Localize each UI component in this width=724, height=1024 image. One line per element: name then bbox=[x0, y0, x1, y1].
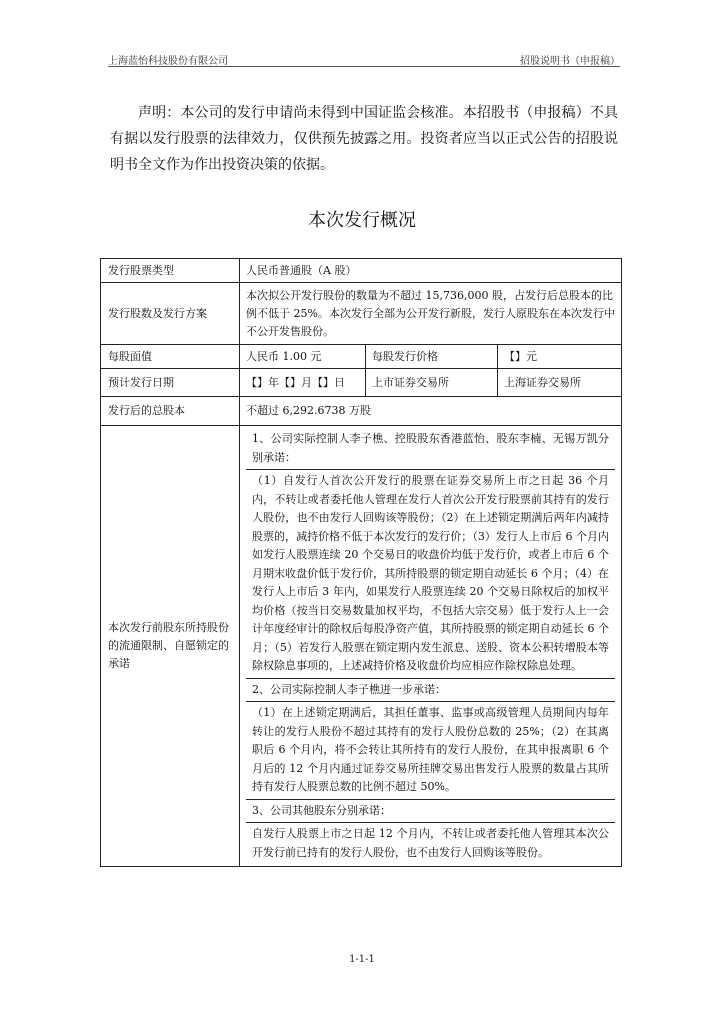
table-row bbox=[101, 345, 622, 369]
lockup-commitments bbox=[240, 426, 622, 867]
shares-plan-label: 发行股数及发行方案 bbox=[101, 283, 240, 345]
page-number: 1-1-1 bbox=[349, 954, 375, 965]
page-header bbox=[108, 52, 620, 66]
issue-price-label: 每股发行价格 bbox=[366, 345, 498, 369]
table-row bbox=[101, 397, 622, 426]
table-row bbox=[101, 283, 622, 345]
lockup-segment: 2、公司实际控制人李子樵进一步承诺： bbox=[246, 679, 615, 703]
shares-plan-value: 本次拟公开发行股份的数量为不超过 15,736,000 股，占发行后总股本的比例不低于 25%。本次发行全部为公开发行新股，发行人原股东在本次发行中不公开发售股份。 bbox=[240, 283, 622, 345]
issue-date-value: 【】年【】月【】日 bbox=[240, 369, 366, 397]
stock-type-label: 发行股票类型 bbox=[101, 259, 240, 283]
offering-overview-table bbox=[100, 258, 622, 867]
listing-exchange-value: 上海证券交易所 bbox=[498, 369, 622, 397]
table-row bbox=[101, 426, 622, 867]
stock-type-value: 人民币普通股（A 股） bbox=[240, 259, 622, 283]
total-shares-value: 不超过 6,292.6738 万股 bbox=[240, 397, 622, 426]
issue-date-label: 预计发行日期 bbox=[101, 369, 240, 397]
header-rule bbox=[108, 66, 620, 67]
header-company: 上海蓝怡科技股份有限公司 bbox=[108, 56, 228, 67]
lockup-segment: （1）自发行人首次公开发行的股票在证券交易所上市之日起 36 个月内，不转让或者委托他人管理在发行人首次公开发行股票前其持有的发行人股份，也不由发行人回购该等股份；（2）在上述锁定期满后两年内减持股票的，减持价格不低于本次发行的发行价；（3）发行人上市后 6 个月内如发行人股票连续 20 个交易日的收盘价均低于发行价，或者上市后 6 个月期末收盘价低于发行价，其所持股票的锁定期自动延长 6 个月；（4）在发行人上市后 3 年内，如果发行人股票连续 20 个交易日除权后的加权平均价格（按当日交易数量加权平均，不包括大宗交易）低于发行人上一会计年度经审计的除权后每股净资产值，其所持股票的锁定期自动延长 6 个月；（5）若发行人股票在锁定期内发生派息、送股、资本公积转增股本等除权除息事项的，上述减持价格及收盘价均应相应作除权除息处理。 bbox=[246, 470, 615, 679]
section-title: 本次发行概况 bbox=[308, 210, 416, 231]
declaration-paragraph: 声明：本公司的发行申请尚未得到中国证监会核准。本招股书（申报稿）不具有据以发行股票的法律效力，仅供预先披露之用。投资者应当以正式公告的招股说明书全文作为作出投资决策的依据。 bbox=[110, 105, 618, 173]
lockup-segment: 3、公司其他股东分别承诺： bbox=[246, 800, 615, 824]
listing-exchange-label: 上市证券交易所 bbox=[366, 369, 498, 397]
par-value-value: 人民币 1.00 元 bbox=[240, 345, 366, 369]
lockup-label: 本次发行前股东所持股份的流通限制、自愿锁定的承诺 bbox=[101, 426, 240, 867]
lockup-segment: 自发行人股票上市之日起 12 个月内，不转让或者委托他人管理其本次公开发行前已持有的发行人股份，也不由发行人回购该等股份。 bbox=[252, 827, 610, 859]
table-row bbox=[101, 369, 622, 397]
lockup-segment: （1）在上述锁定期满后，其担任董事、监事或高级管理人员期间内每年转让的发行人股份不超过其持有的发行人股份总数的 25%；（2）在其离职后 6 个月内，将不会转让其所持有的发行人股份，在其申报离职 6 个月后的 12 个月内通过证券交易所挂牌交易出售发行人股票的数量占其所持有发行人股票总数的比例不超过 50%。 bbox=[246, 702, 615, 800]
par-value-label: 每股面值 bbox=[101, 345, 240, 369]
table-row bbox=[101, 259, 622, 283]
header-doc-type: 招股说明书（申报稿） bbox=[520, 56, 620, 67]
issue-price-value: 【】元 bbox=[498, 345, 622, 369]
lockup-segment: 1、公司实际控制人李子樵、控股股东香港蓝怡、股东李楠、无锡万凯分别承诺： bbox=[246, 428, 615, 470]
total-shares-label: 发行后的总股本 bbox=[101, 397, 240, 426]
